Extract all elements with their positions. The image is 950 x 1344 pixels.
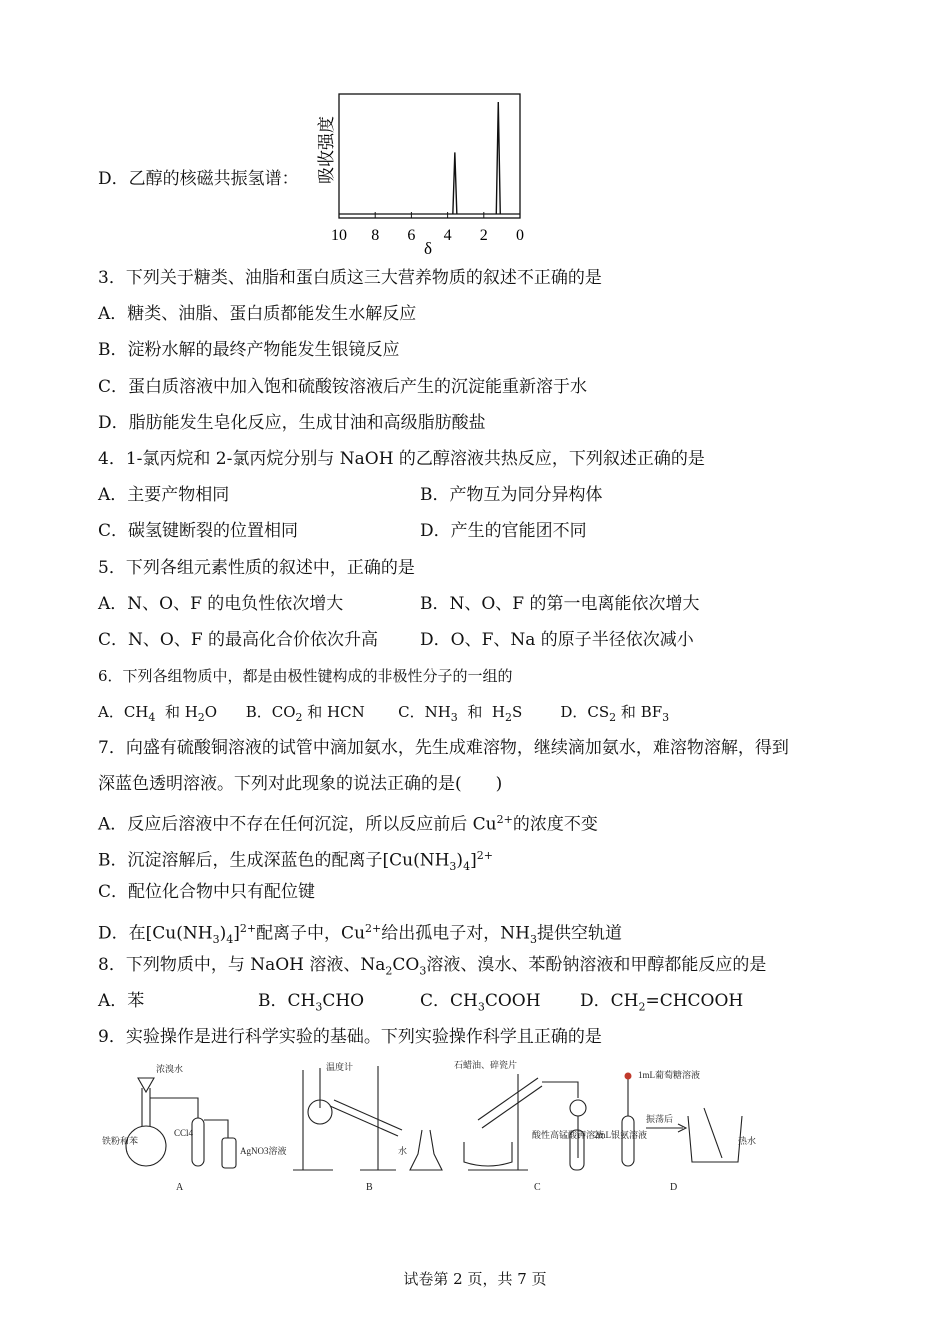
nmr-tick-label: 0: [516, 227, 524, 244]
nmr-peak: [453, 152, 457, 214]
nmr-tick-label: 2: [479, 227, 488, 244]
q3-option-c: C．蛋白质溶液中加入饱和硫酸铵溶液后产生的沉淀能重新溶于水: [98, 377, 588, 397]
q8-option-a: A．苯: [98, 991, 145, 1011]
q4-option-d: D．产生的官能团不同: [420, 521, 587, 541]
q2-option-d: D．乙醇的核磁共振氢谱：: [98, 169, 299, 189]
label-ccl4: CCl4: [174, 1128, 194, 1138]
nmr-xlabel: δ: [423, 239, 433, 258]
nmr-spectrum-chart: [308, 88, 538, 260]
q4-stem: 4．1-氯丙烷和 2-氯丙烷分别与 NaOH 的乙醇溶液共热反应，下列叙述正确的是: [98, 449, 705, 469]
q7-stem-line1: 7．向盛有硫酸铜溶液的试管中滴加氨水，先生成难溶物，继续滴加氨水，难溶物溶解，得到: [98, 738, 789, 758]
label-shake: 振荡后: [646, 1114, 674, 1124]
q7-option-c: C．配位化合物中只有配位键: [98, 882, 316, 902]
q4-option-b: B．产物互为同分异构体: [420, 485, 603, 505]
q3-option-b: B．淀粉水解的最终产物能发生银镜反应: [98, 340, 400, 360]
label-glucose: 1mL葡萄糖溶液: [638, 1070, 700, 1080]
q6-stem: 6．下列各组物质中，都是由极性键构成的非极性分子的一组的: [98, 667, 513, 685]
label-silver-ammonia: 2mL银氨溶液: [594, 1130, 647, 1140]
label-thermometer: 温度计: [326, 1062, 354, 1072]
nmr-peaks: [339, 102, 520, 214]
label-hot-water: 热水: [738, 1136, 757, 1146]
q7-option-d: D．在$[Cu(NH_3)_4]^{2+}$配离子中，$Cu^{2+}$给出孤电子对，$NH_3$提供空轨道: [98, 922, 622, 947]
figure-letter-b: B: [366, 1182, 373, 1193]
nmr-tick-label: 8: [371, 227, 380, 244]
label-water: 水: [398, 1146, 408, 1156]
q8-stem: 8．下列物质中，与 NaOH 溶液、$Na_2CO_3$溶液、溴水、苯酚钠溶液和甲醇都能反应的是: [98, 955, 767, 978]
label-paraffin: 石蜡油、碎瓷片: [454, 1060, 518, 1070]
q5-option-d: D．O、F、Na 的原子半径依次减小: [420, 630, 694, 650]
nmr-tick-label: 6: [407, 227, 416, 244]
nmr-plot-frame: [339, 94, 520, 218]
q7-stem-line2: 深蓝色透明溶液。下列对此现象的说法正确的是( ): [98, 774, 503, 794]
label-iron-benzene: 铁粉和苯: [102, 1136, 139, 1146]
nmr-tick-label: 4: [443, 227, 452, 244]
q6-options: A．$CH_4$ 和 $H_2O$ B．$CO_2$ 和 HCN C．$NH_3$ 和 $H_2S$ D．$CS_2$ 和 $BF_3$: [98, 703, 670, 724]
q4-option-c: C．碳氢键断裂的位置相同: [98, 521, 299, 541]
q5-option-a: A．N、O、F 的电负性依次增大: [98, 594, 344, 614]
q9-stem: 9．实验操作是进行科学实验的基础。下列实验操作科学且正确的是: [98, 1027, 602, 1047]
q8-option-b: B．$CH_3CHO$: [258, 991, 365, 1014]
q5-stem: 5．下列各组元素性质的叙述中，正确的是: [98, 558, 415, 578]
q3-option-d: D．脂肪能发生皂化反应，生成甘油和高级脂肪酸盐: [98, 413, 486, 433]
nmr-tick-label: 10: [331, 227, 347, 244]
q5-option-c: C．N、O、F 的最高化合价依次升高: [98, 630, 379, 650]
figure-letter-c: C: [534, 1182, 541, 1193]
q4-option-a: A．主要产物相同: [98, 485, 230, 505]
q5-option-b: B．N、O、F 的第一电离能依次增大: [420, 594, 700, 614]
label-bromine-water: 浓溴水: [156, 1064, 184, 1074]
figure-letter-a: A: [176, 1182, 184, 1193]
q3-option-a: A．糖类、油脂、蛋白质都能发生水解反应: [98, 304, 417, 324]
nmr-ylabel: 吸收强度: [317, 116, 336, 184]
page-footer: 试卷第 2 页，共 7 页: [403, 1270, 547, 1288]
q8-option-c: C．$CH_3COOH$: [420, 991, 541, 1014]
label-agno3: AgNO3溶液: [240, 1146, 287, 1156]
experiment-apparatus-figure: [98, 1058, 758, 1198]
nmr-peak: [496, 102, 500, 214]
label-kmno4: 酸性高锰酸钾溶液: [532, 1130, 605, 1140]
q7-option-a: A．反应后溶液中不存在任何沉淀，所以反应前后 $Cu^{2+}$的浓度不变: [98, 813, 598, 835]
q7-option-b: B．沉淀溶解后，生成深蓝色的配离子$[Cu(NH_3)_4]^{2+}$: [98, 849, 493, 874]
figure-letter-d: D: [670, 1182, 678, 1193]
q3-stem: 3．下列关于糖类、油脂和蛋白质这三大营养物质的叙述不正确的是: [98, 268, 602, 288]
q8-option-d: D．$CH_2=CHCOOH$: [580, 991, 744, 1014]
